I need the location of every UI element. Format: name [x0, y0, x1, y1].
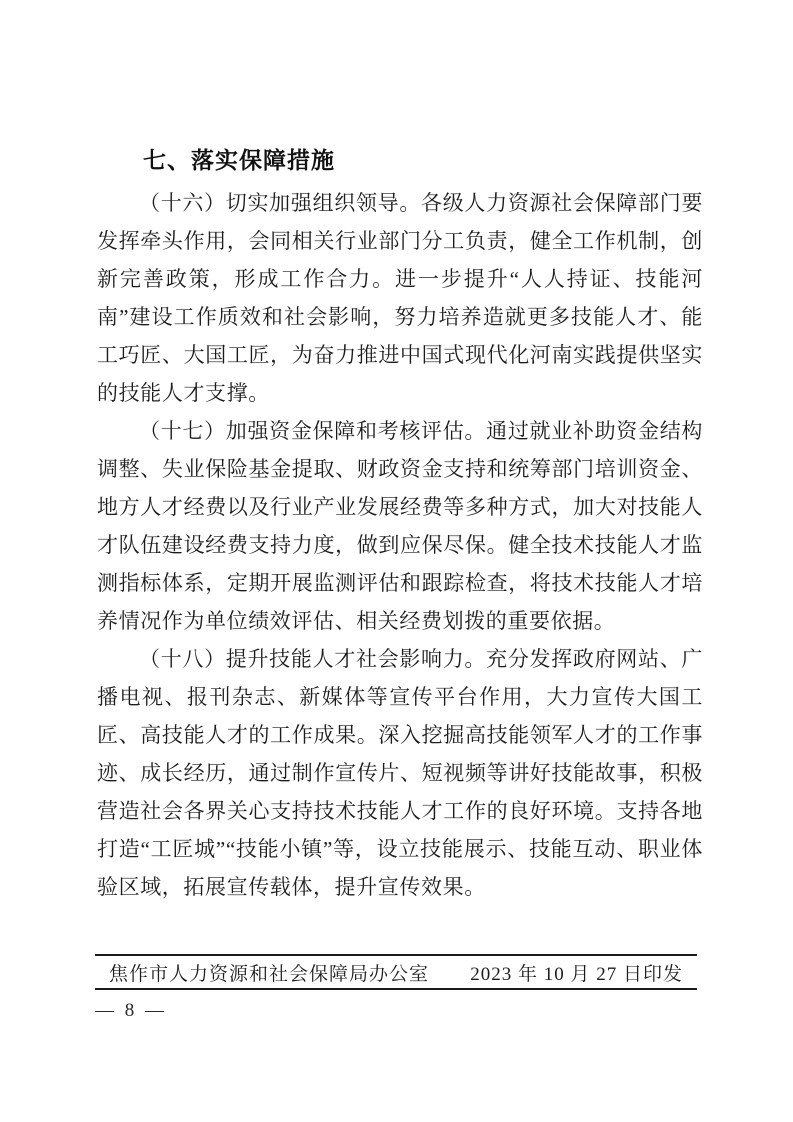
paragraph-17: （十七）加强资金保障和考核评估。通过就业补助资金结构调整、失业保险基金提取、财政资金支持和统筹部门培训资金、地方人才经费以及行业产业发展经费等多种方式，加大对技能人才队伍建设经费支持力度，做到应保尽保。健全技术技能人才监测指标体系，定期开展监测评估和跟踪检查，将技术技能人才培养情况作为单位绩效评估、相关经费划拨的重要依据。 — [97, 419, 703, 633]
paragraph-18: （十八）提升技能人才社会影响力。充分发挥政府网站、广播电视、报刊杂志、新媒体等宣传平台作用，大力宣传大国工匠、高技能人才的工作成果。深入挖掘高技能领军人才的工作事迹、成长经历，通过制作宣传片、短视频等讲好技能故事，积极营造社会各界关心支持技术技能人才工作的良好环境。支持各地打造“工匠城”“技能小镇”等，设立技能展示、技能互动、职业体验区域，拓展宣传载体，提升宣传效果。 — [97, 647, 703, 899]
document-body — [97, 141, 703, 906]
footer-issuer: 焦作市人力资源和社会保障局办公室 — [109, 963, 430, 985]
document-footer — [95, 954, 697, 990]
paragraph-16: （十六）切实加强组织领导。各级人力资源社会保障部门要发挥牵头作用，会同相关行业部门分工负责，健全工作机制，创新完善政策，形成工作合力。进一步提升“人人持证、技能河南”建设工作质效和社会影响，努力培养造就更多技能人才、能工巧匠、大国工匠，为奋力推进中国式现代化河南实践提供坚实的技能人才支撑。 — [97, 191, 703, 405]
page-number: — 8 — — [95, 1000, 167, 1021]
section-heading: 七、落实保障措施 — [143, 147, 335, 173]
footer-print-date: 2023 年 10 月 27 日印发 — [470, 963, 683, 985]
